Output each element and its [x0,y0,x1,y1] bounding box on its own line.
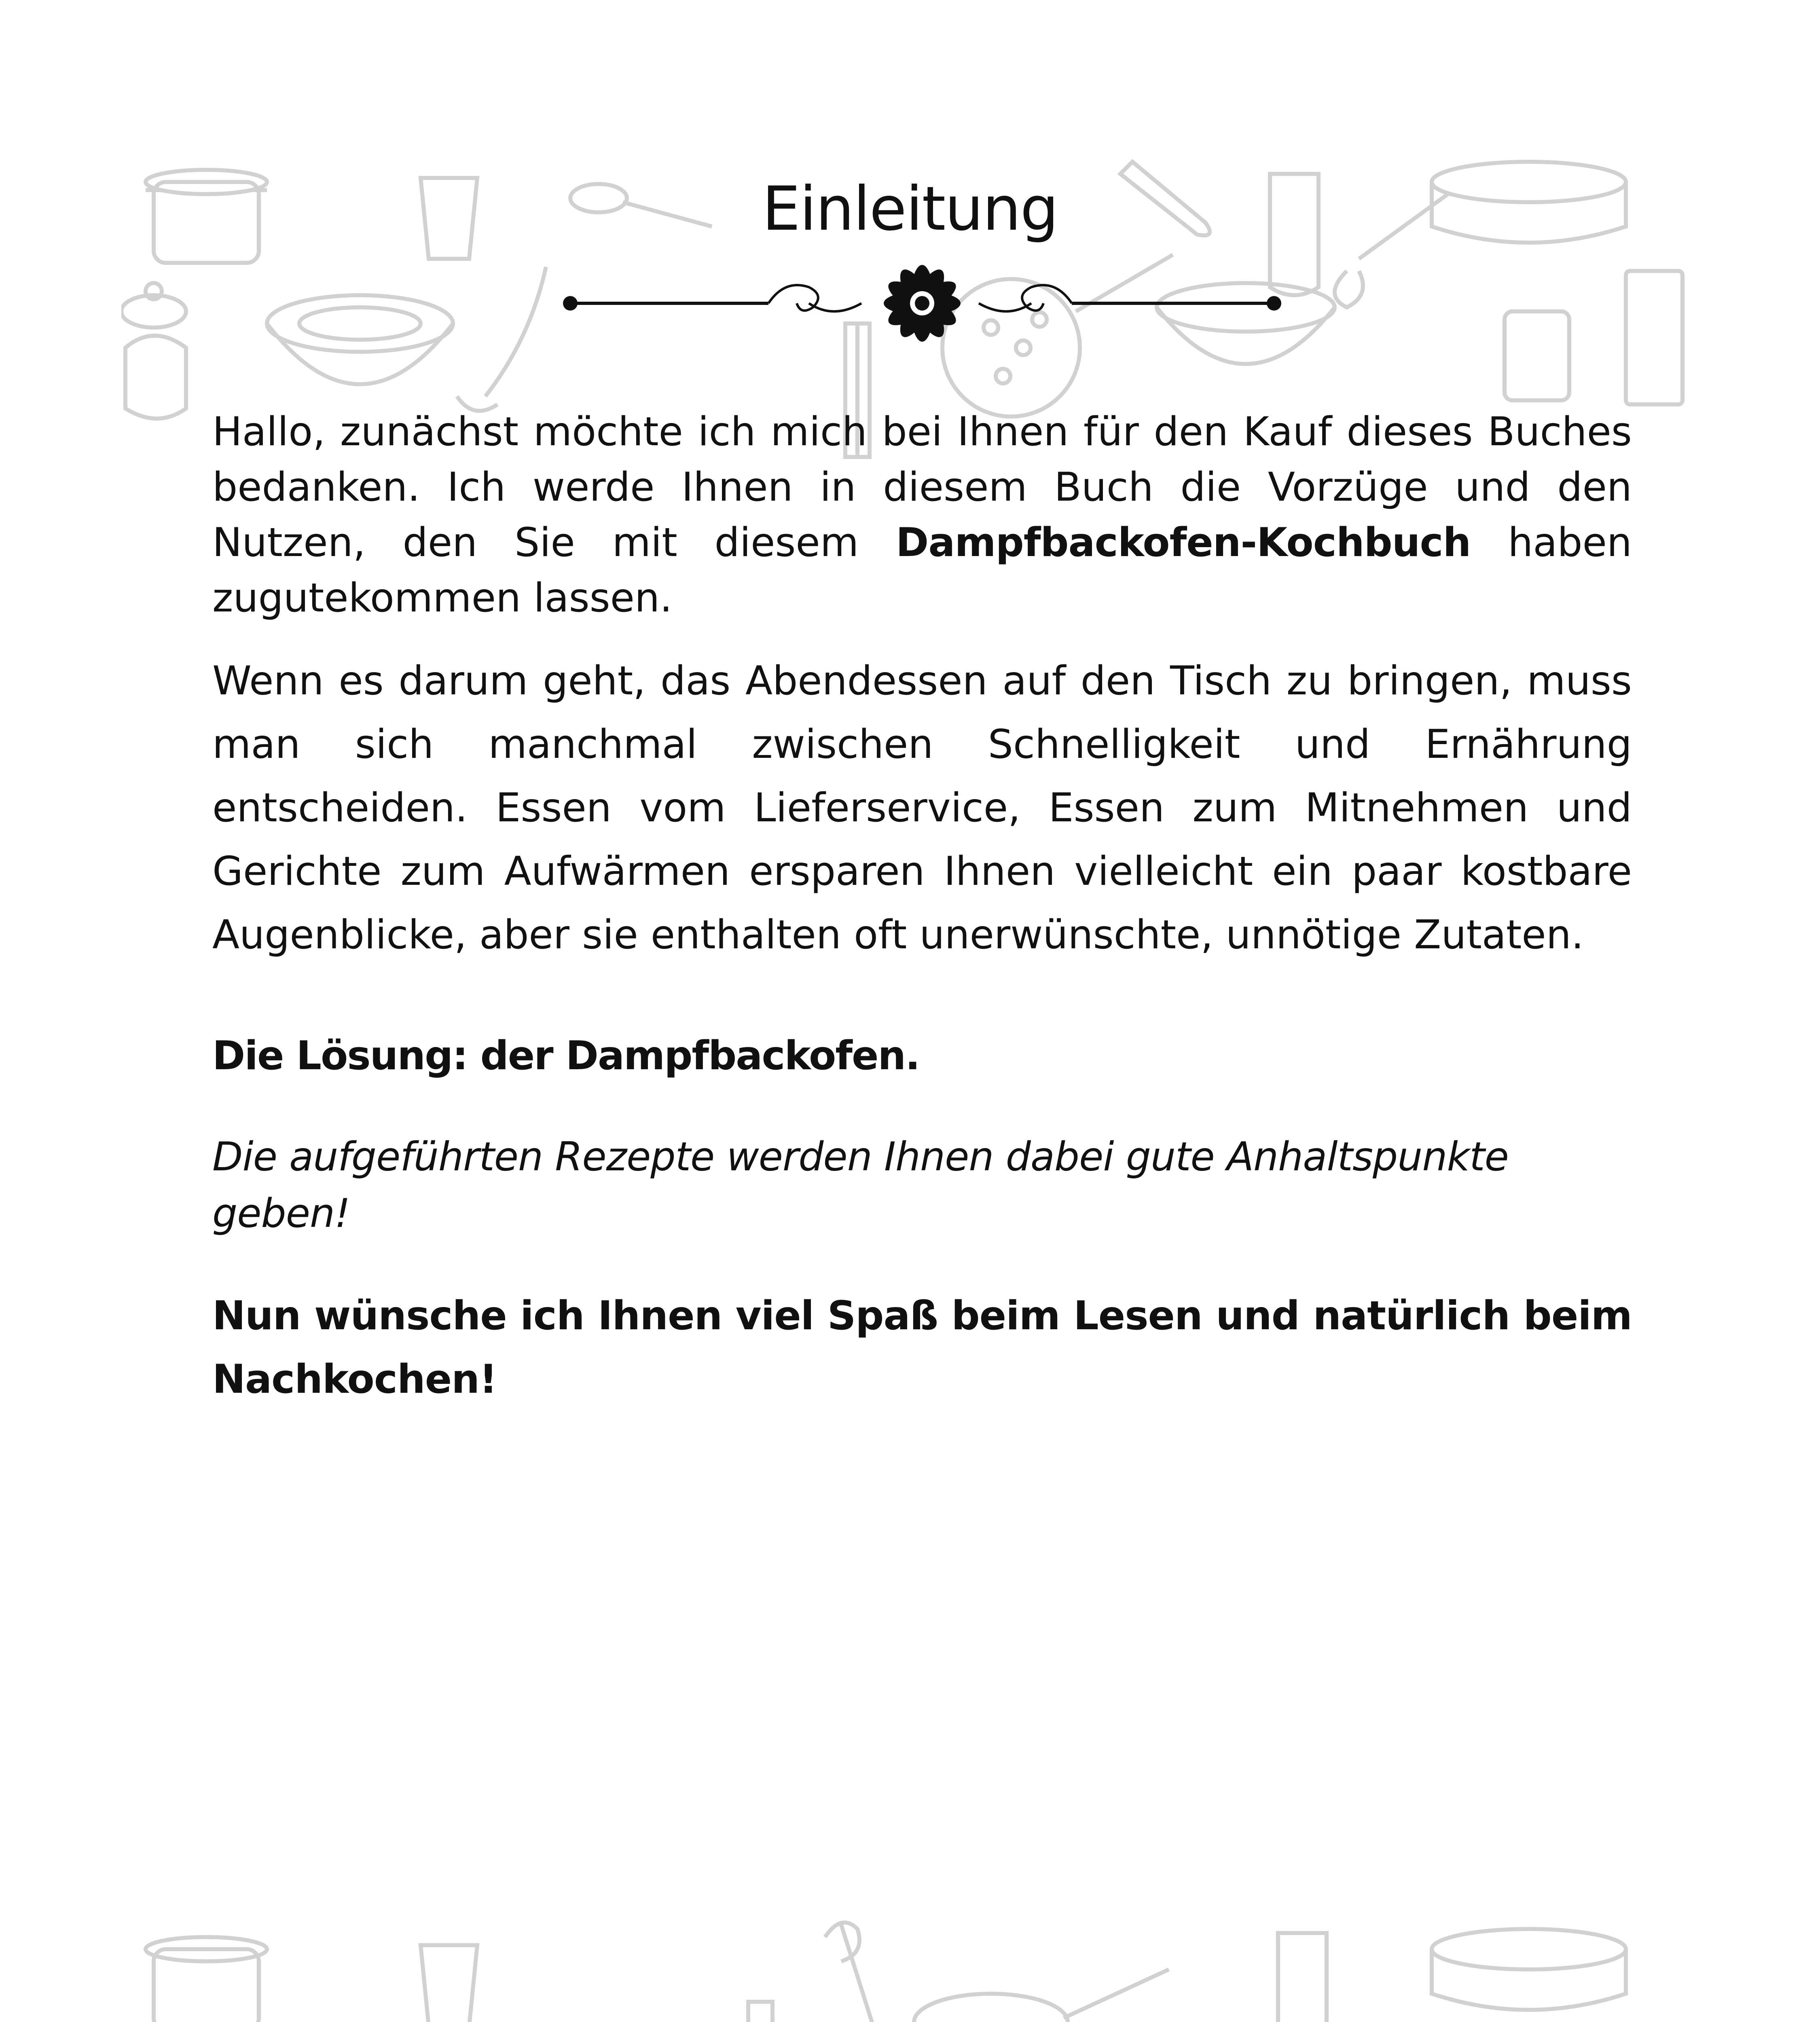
book-title-bold: Dampfbackofen-Kochbuch [896,520,1471,566]
whisk-icon [825,1923,890,2022]
frying-pan-icon [914,1969,1169,2022]
intro-paragraph: Hallo, zunächst möchte ich mich bei Ihnen für den Kauf dieses Buches bedanken. Ich werde Ihnen in diesem Buch die Vorzüge und den Nutzen, den Sie mit diesem Dampfbackofen-Kochbuch haben zugutekommen lassen. [212,409,1632,621]
kitchen-scale-icon [1505,311,1569,400]
divider-dot-left [563,296,578,311]
ladle-icon [457,267,546,411]
closing-wish: Nun wünsche ich Ihnen viel Spaß beim Lesen und natürlich beim Nachkochen! [212,1293,1632,1402]
mixing-bowl-icon [267,295,453,384]
ornamental-divider [558,251,1286,356]
lidded-jar-icon [121,283,186,419]
cake-tin-icon [1432,1929,1626,2010]
flower-ornament-icon [883,264,962,343]
solution-heading: Die Lösung: der Dampfbackofen. [212,1033,920,1079]
rolling-pin-icon [748,2002,772,2022]
cooking-pot-icon [146,1937,267,2022]
dinner-paragraph: Wenn es darum geht, das Abendessen auf den Tisch zu bringen, muss man sich manchmal zwischen Schnelligkeit und Ernährung entscheiden. Essen vom Lieferservice, Essen zum Mitnehmen und Gerichte zum Aufwärmen ersparen Ihnen vielleicht ein paar kostbare Augenblicke, aber sie enthalten oft unerwünschte, unnötige Zutaten. [212,658,1632,958]
body-text [212,404,1632,1411]
kitchenware-sketch-band-bottom [121,1901,1699,2022]
page-title: Einleitung [762,174,1058,244]
pitcher-icon [1278,1933,1327,2022]
grater-icon [1626,271,1682,404]
glass-icon [421,1945,477,2022]
recipes-hint: Die aufgeführten Rezepte werden Ihnen dabei gute Anhaltspunkte geben! [212,1134,1509,1237]
divider-dot-right [1267,296,1281,311]
